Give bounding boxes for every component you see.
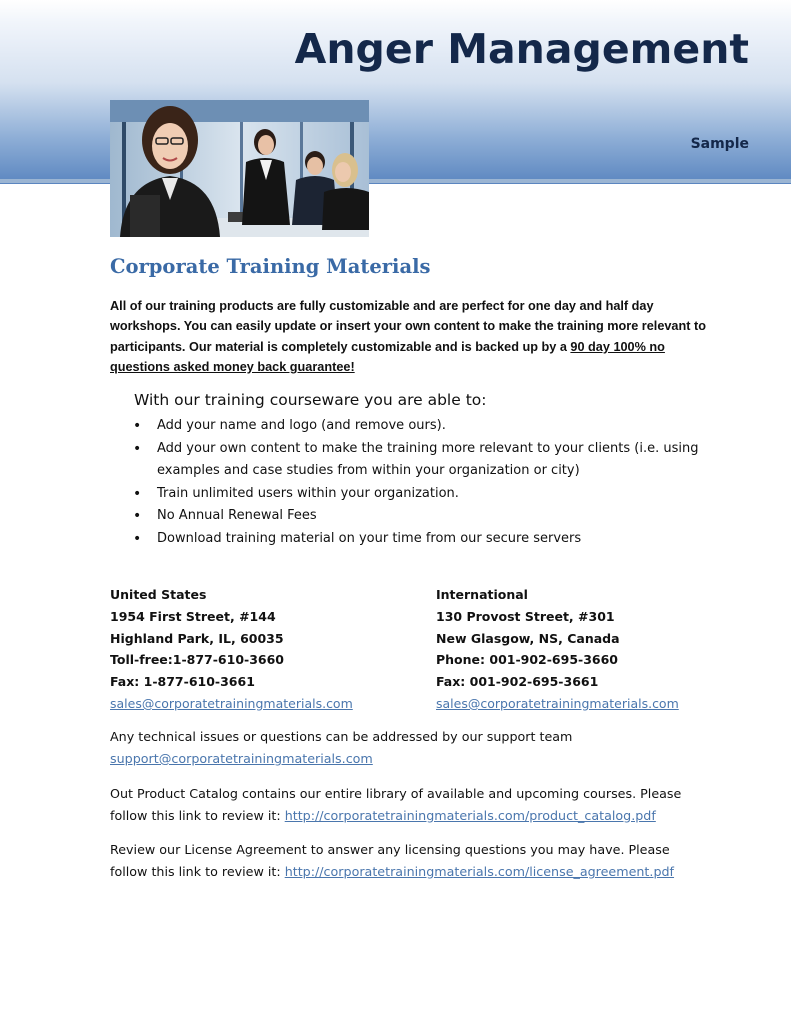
address-phone: Toll-free:1-877-610-3660	[110, 652, 285, 668]
support-email-link[interactable]: support@corporatetrainingmaterials.com	[110, 751, 373, 766]
catalog-link[interactable]: http://corporatetrainingmaterials.com/product_catalog.pdf	[284, 808, 656, 823]
address-city: New Glasgow, NS, Canada	[436, 630, 620, 646]
address-region: International	[436, 587, 528, 602]
sales-email-link[interactable]: sales@corporatetrainingmaterials.com	[436, 695, 679, 711]
list-item: • Add your name and logo (and remove ours).	[133, 415, 713, 438]
address-region: United States	[110, 587, 207, 602]
section-title: Corporate Training Materials	[110, 255, 431, 278]
license-paragraph	[110, 839, 710, 883]
guarantee-text: 90 day 100% no questions asked money back guarantee!	[110, 339, 665, 374]
list-item: • No Annual Renewal Fees	[133, 505, 713, 528]
address-city: Highland Park, IL, 60035	[110, 630, 284, 646]
courseware-list	[133, 415, 713, 550]
license-link[interactable]: http://corporatetrainingmaterials.com/license_agreement.pdf	[284, 864, 675, 879]
license-text: Review our License Agreement to answer any licensing questions you may have. Please follow this link to review it:	[110, 842, 670, 879]
address-united-states	[110, 584, 353, 715]
sales-email-link[interactable]: sales@corporatetrainingmaterials.com	[110, 695, 353, 711]
support-text: Any technical issues or questions can be addressed by our support team	[110, 729, 573, 744]
address-international	[436, 584, 679, 715]
address-street: 1954 First Street, #144	[110, 608, 276, 624]
catalog-text: Out Product Catalog contains our entire library of available and upcoming courses. Please follow this link to review it:	[110, 786, 682, 823]
address-fax: Fax: 001-902-695-3661	[436, 674, 599, 690]
courseware-heading: With our training courseware you are able to:	[134, 391, 487, 409]
catalog-paragraph	[110, 783, 710, 827]
list-item: • Train unlimited users within your organization.	[133, 483, 713, 506]
business-team-photo	[110, 100, 369, 237]
address-street: 130 Provost Street, #301	[436, 608, 615, 624]
intro-paragraph	[110, 296, 710, 377]
address-phone: Phone: 001-902-695-3660	[436, 652, 619, 668]
list-item: • Add your own content to make the training more relevant to your clients (i.e. using examples and case studies from within your organization or city)	[133, 438, 713, 483]
support-paragraph	[110, 726, 710, 770]
business-team-illustration	[110, 100, 369, 237]
list-item: • Download training material on your time from our secure servers	[133, 528, 713, 551]
sample-label: Sample	[690, 136, 749, 152]
page-title: Anger Management	[294, 25, 749, 73]
address-fax: Fax: 1-877-610-3661	[110, 674, 255, 690]
intro-text: All of our training products are fully customizable and are perfect for one day and half day workshops. You can easily update or insert your own content to make the training more relevant to participants. Our material is completely customizable and is backed up by a	[110, 299, 706, 354]
